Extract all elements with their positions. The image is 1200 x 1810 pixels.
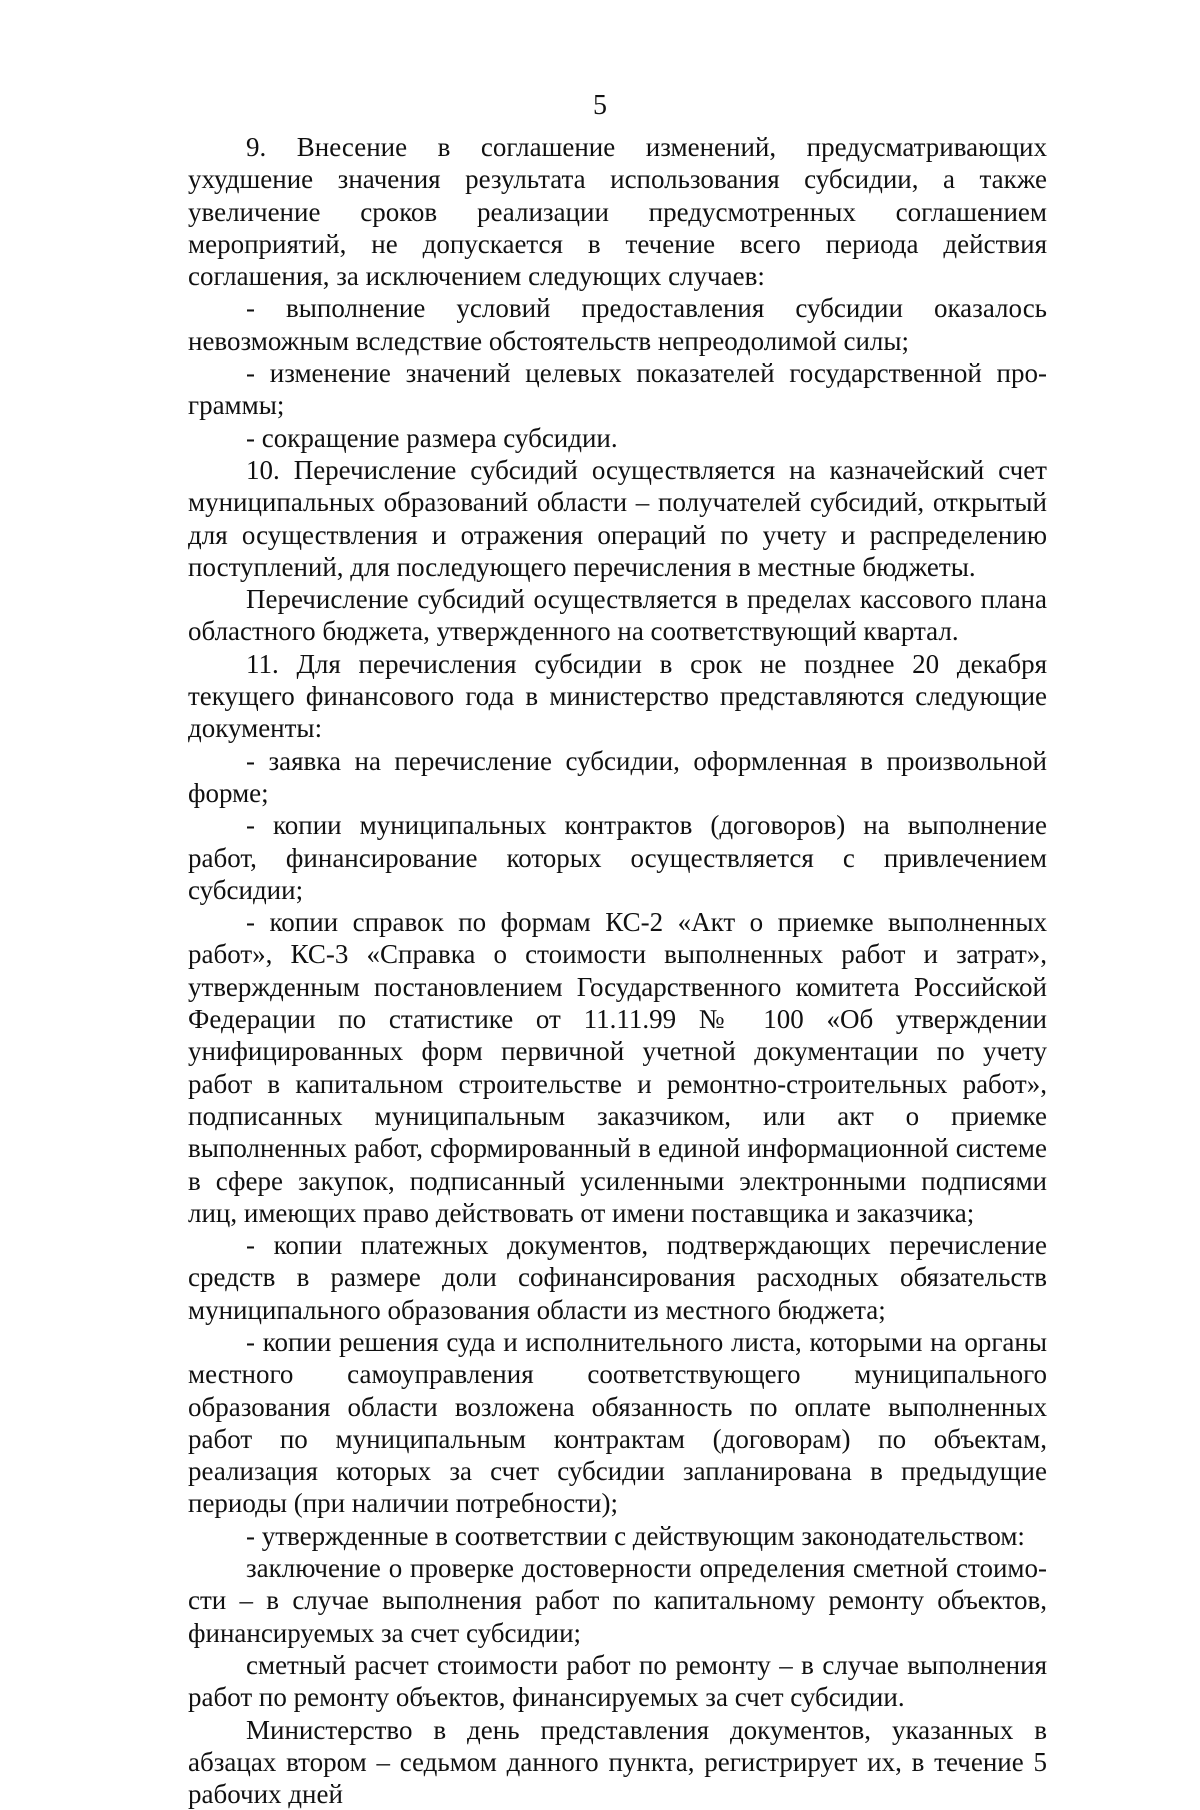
paragraph-cash-plan: Перечисление субсидий осуществляется в пределах кассового плана областного бюджета, утвержденного на соответствующий квартал. xyxy=(188,584,1047,647)
document-body xyxy=(188,131,1047,1810)
list-item-contracts: - копии муниципальных контрактов (договоров) на выполнение работ, финансирование которых осуществляется с привлечением субсидии; xyxy=(188,810,1047,905)
list-item-court-decision: - копии решения суда и исполнительного листа, которыми на органы местного самоуправления соответствующего муниципального образования области возложена обязанность по оплате выполненных работ по муниципальным контрактам (договорам) по объектам, реализация которых за счет субсидии запланирована в предыдущие периоды (при наличии потребности); xyxy=(188,1326,1047,1519)
paragraph-estimate-calculation: сметный расчет стоимости работ по ремонту – в случае выполнения работ по ремонту объектов, финансируемых за счет субсидии. xyxy=(188,1649,1047,1713)
paragraph-item-9: 9. Внесение в соглашение изменений, предусматривающих ухудшение значения результата использования субсидии, а также увеличение сроков реализации предусмотренных соглашением мероприятий, не допускается в течение всего периода действия соглашения, за исключением следующих случаев: xyxy=(188,132,1047,292)
list-item-target-indicators: - изменение значений целевых показателей государственной программы; xyxy=(188,358,1047,421)
list-item-force-majeure: - выполнение условий предоставления субсидии оказалось невозможным вследствие обстоятельств непреодолимой силы; xyxy=(188,293,1047,356)
list-item-application: - заявка на перечисление субсидии, оформленная в произвольной форме; xyxy=(188,745,1047,808)
paragraph-item-10: 10. Перечисление субсидий осуществляется на казначейский счет муниципальных образований области – получателей субсидий, открытый для осуществления и отражения операций по учету и распределению поступлений, для последующего перечисления в местные бюджеты. xyxy=(188,454,1047,582)
list-item-subsidy-reduction: - сокращение размера субсидии. xyxy=(246,422,618,453)
list-item-ks-certificates: - копии справок по формам КС-2 «Акт о приемке выполненных работ», КС-3 «Справка о стоимости выполненных работ и затрат», утвержденным постановлением Государственного комитета Российской Федерации по статистике от 11.11.99 № 100 «Об утверждении унифицированных форм первичной учетной документации по учету работ в капитальном строительстве и ремонтно-строительных работ», подписанных муниципальным заказчиком, или акт о приемке выполненных работ, сформированный в единой информационной системе в сфере закупок, подписанный усиленными электронными подписями лиц, имеющих право действовать от имени поставщика и заказчика; xyxy=(188,907,1047,1228)
paragraph-item-11: 11. Для перечисления субсидии в срок не позднее 20 декабря текущего финансового года в министерство представляются следующие документы: xyxy=(188,648,1047,744)
list-item-payment-documents: - копии платежных документов, подтверждающих перечисление средств в размере доли софинансирования расходных обязательств муниципального образования области из местного бюджета; xyxy=(188,1230,1047,1325)
list-item-approved-documents: - утвержденные в соответствии с действующим законодательством: xyxy=(246,1520,1025,1551)
paragraph-estimate-conclusion: заключение о проверке достоверности определения сметной стоимости – в случае выполнения работ по капитальному ремонту объектов, финансируемых за счет субсидии; xyxy=(188,1553,1047,1648)
page-number: 5 xyxy=(593,90,607,121)
paragraph-ministry-registration: Министерство в день представления документов, указанных в абзацах втором – седьмом данного пункта, регистрирует их, в течение 5 рабочих дней xyxy=(188,1714,1047,1810)
